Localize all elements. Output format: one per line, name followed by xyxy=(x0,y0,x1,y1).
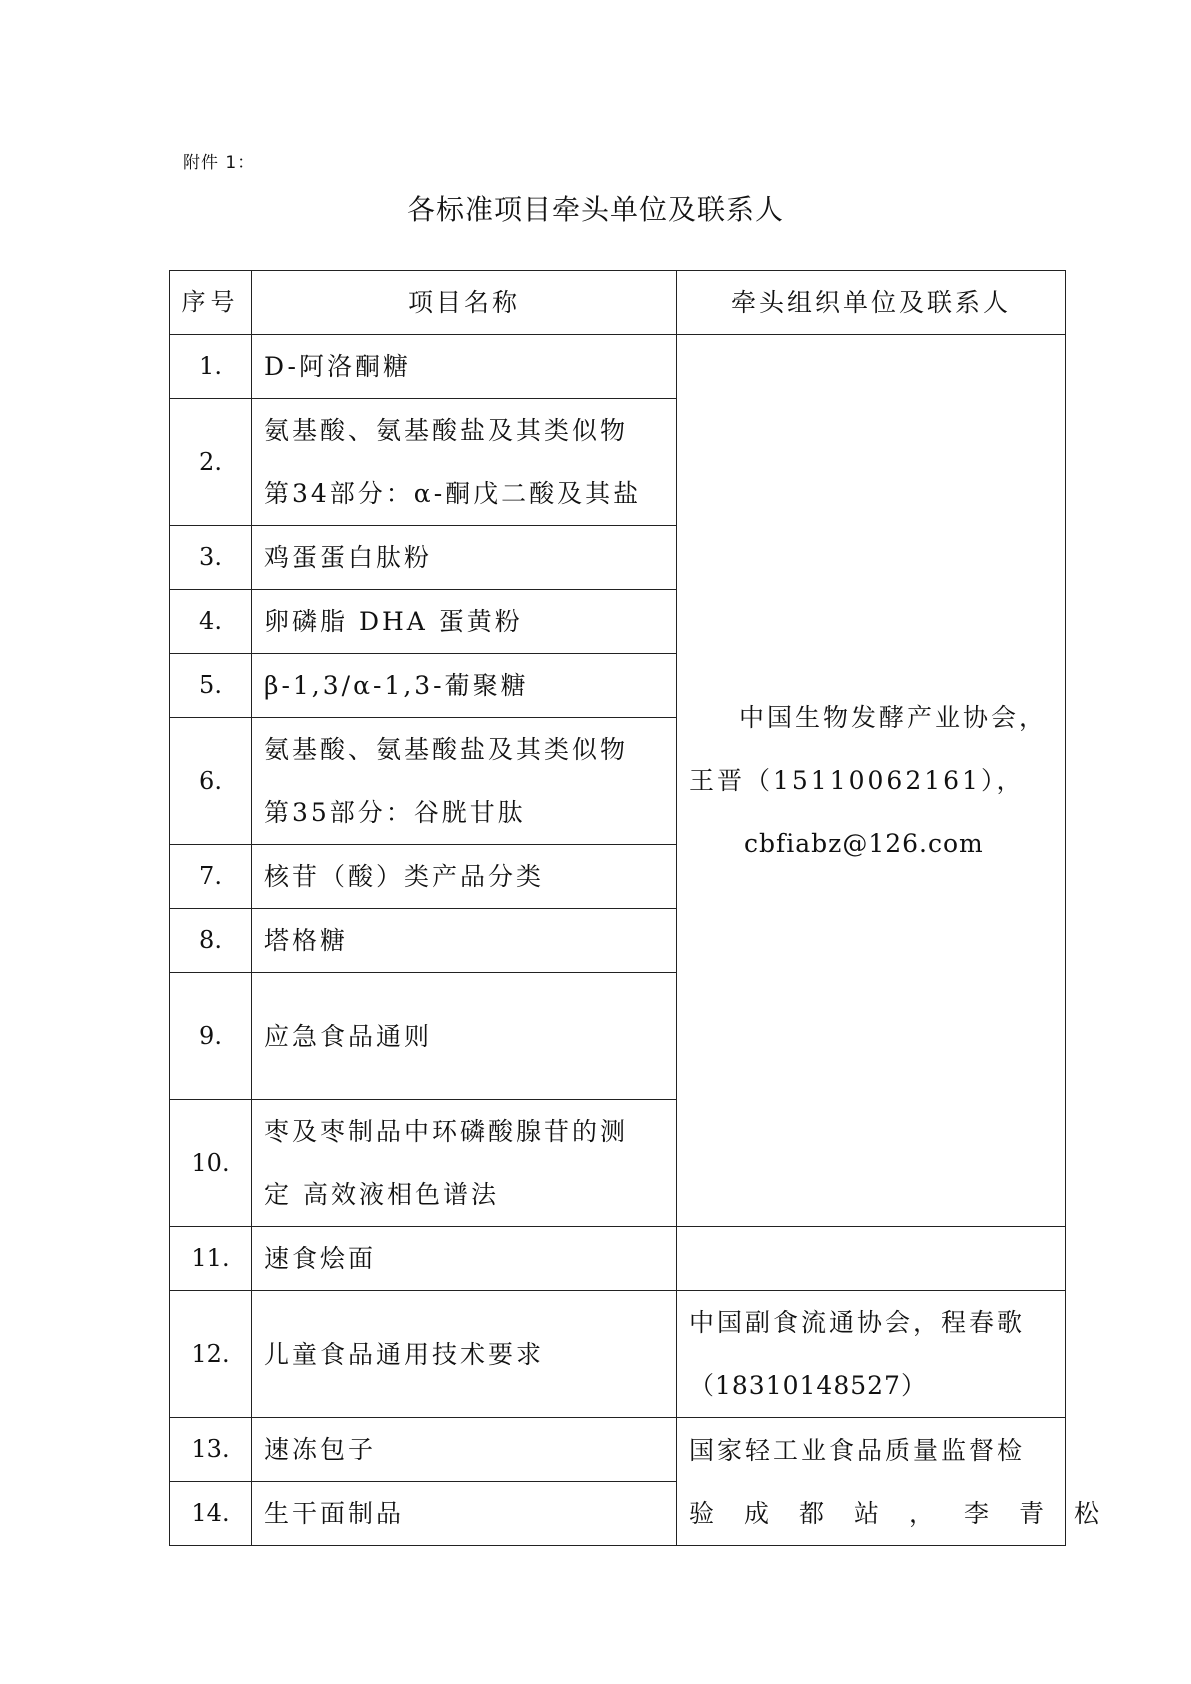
org-line: 王晋（15110062161）， xyxy=(689,766,1025,795)
row-name-line: 鸡蛋蛋白肽粉 xyxy=(264,543,433,572)
row-name xyxy=(252,654,677,718)
row-no: 7. xyxy=(170,845,252,909)
row-no: 2. xyxy=(170,399,252,526)
row-name xyxy=(252,718,677,845)
row-name-line: β-1,3/α-1,3-葡聚糖 xyxy=(264,671,529,700)
attachment-label: 附件 1： xyxy=(183,153,256,173)
row-no: 3. xyxy=(170,526,252,590)
row-name xyxy=(252,1482,677,1546)
table-row xyxy=(170,1418,1066,1482)
row-name xyxy=(252,1100,677,1227)
row-name xyxy=(252,1227,677,1291)
standards-table xyxy=(169,270,1130,1546)
row-name xyxy=(252,399,677,526)
table-row xyxy=(170,1227,1066,1291)
table-header-row xyxy=(170,271,1066,335)
row-name-line: 氨基酸、氨基酸盐及其类似物 xyxy=(264,416,629,445)
row-name-line: 氨基酸、氨基酸盐及其类似物 xyxy=(264,735,629,764)
row-no: 6. xyxy=(170,718,252,845)
page-title: 各标准项目牵头单位及联系人 xyxy=(406,193,784,226)
org-line: （18310148527） xyxy=(689,1371,927,1400)
row-no: 1. xyxy=(170,335,252,399)
org-line: 验成都站，李青松 xyxy=(689,1498,1130,1528)
org-line: 国家轻工业食品质量监督检 xyxy=(689,1435,1026,1465)
row-name-line: 卵磷脂 DHA 蛋黄粉 xyxy=(264,607,523,636)
row-name-line: 枣及枣制品中环磷酸腺苷的测 xyxy=(264,1117,629,1146)
org-line: cbfiabz@126.com xyxy=(744,829,984,858)
row-name xyxy=(252,909,677,973)
row-name xyxy=(252,590,677,654)
row-name xyxy=(252,526,677,590)
row-no: 4. xyxy=(170,590,252,654)
row-name xyxy=(252,1291,677,1418)
row-name-line: 核苷（酸）类产品分类 xyxy=(264,862,545,891)
row-name-line: 生干面制品 xyxy=(264,1499,405,1528)
table-row xyxy=(170,1291,1066,1418)
row-name-line: 儿童食品通用技术要求 xyxy=(264,1339,545,1369)
org-cell-12 xyxy=(677,1291,1066,1418)
row-name-line: 定 高效液相色谱法 xyxy=(264,1180,499,1209)
header-org: 牵头组织单位及联系人 xyxy=(677,271,1066,335)
table-row xyxy=(170,335,1066,399)
row-name xyxy=(252,973,677,1100)
org-cell-1-8 xyxy=(677,335,1066,1227)
row-name-line: 应急食品通则 xyxy=(264,1021,433,1051)
row-no: 14. xyxy=(170,1482,252,1546)
row-no: 12. xyxy=(170,1291,252,1418)
header-no: 序号 xyxy=(170,271,252,335)
row-name-line: 塔格糖 xyxy=(264,926,349,955)
header-name: 项目名称 xyxy=(252,271,677,335)
row-no: 9. xyxy=(170,973,252,1100)
row-name-line: 速食烩面 xyxy=(264,1244,377,1273)
row-no: 5. xyxy=(170,654,252,718)
row-no: 13. xyxy=(170,1418,252,1482)
org-line: 中国副食流通协会，程春歌 xyxy=(689,1308,1026,1337)
row-name xyxy=(252,335,677,399)
row-name-line: 速冻包子 xyxy=(264,1435,377,1464)
row-no: 8. xyxy=(170,909,252,973)
row-name-line: 第34部分：α-酮戊二酸及其盐 xyxy=(264,479,642,508)
org-line: 中国生物发酵产业协会， xyxy=(739,703,1048,732)
row-name-line: D-阿洛酮糖 xyxy=(264,352,411,381)
row-name xyxy=(252,845,677,909)
org-cell-13-14 xyxy=(677,1418,1130,1546)
row-no: 11. xyxy=(170,1227,252,1291)
row-name xyxy=(252,1418,677,1482)
row-name-line: 第35部分：谷胱甘肽 xyxy=(264,798,526,827)
row-no: 10. xyxy=(170,1100,252,1227)
